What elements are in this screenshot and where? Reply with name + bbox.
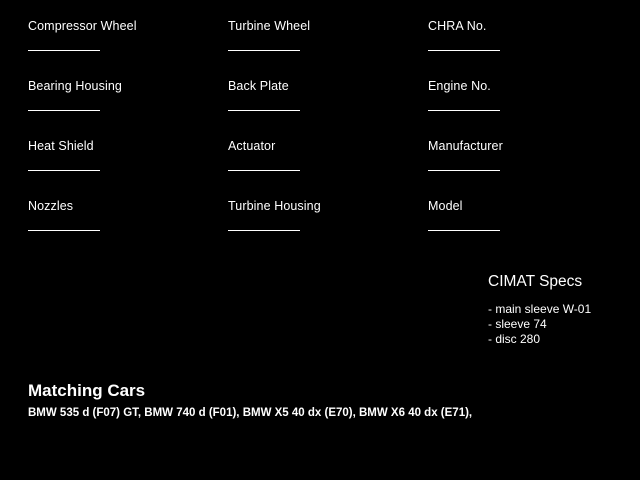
spec-field-bearing-housing (28, 79, 218, 111)
spec-field-model (428, 199, 618, 231)
spec-field-label: Engine No. (428, 79, 491, 93)
spec-field-engine-no (428, 79, 618, 111)
spec-field-label: Nozzles (28, 199, 74, 213)
spec-field-label: CHRA No. (428, 19, 487, 33)
spec-field-underline (228, 230, 300, 231)
matching-cars-title: Matching Cars (28, 381, 146, 400)
spec-field-heat-shield (28, 139, 218, 171)
spec-field-compressor-wheel (28, 19, 218, 51)
cimat-specs-list (488, 302, 638, 347)
spec-field-underline (28, 110, 100, 111)
spec-field-label: Bearing Housing (28, 79, 122, 93)
spec-field-underline (428, 110, 500, 111)
spec-field-manufacturer (428, 139, 618, 171)
spec-field-turbine-wheel (228, 19, 418, 51)
cimat-specs-item: - main sleeve W-01 (488, 302, 592, 316)
spec-field-label: Actuator (228, 139, 276, 153)
cimat-specs-item: - disc 280 (488, 332, 541, 346)
spec-field-label: Heat Shield (28, 139, 94, 153)
spec-field-actuator (228, 139, 418, 171)
matching-cars-block (28, 381, 628, 420)
cimat-specs-block (488, 272, 638, 347)
spec-field-underline (28, 230, 100, 231)
cimat-specs-item: - sleeve 74 (488, 317, 547, 331)
spec-field-underline (28, 170, 100, 171)
spec-field-back-plate (228, 79, 418, 111)
spec-field-label: Turbine Wheel (228, 19, 311, 33)
spec-field-nozzles (28, 199, 218, 231)
spec-field-label: Back Plate (228, 79, 289, 93)
spec-field-underline (428, 50, 500, 51)
spec-field-underline (228, 110, 300, 111)
cimat-specs-title: CIMAT Specs (488, 273, 583, 290)
spec-field-underline (228, 170, 300, 171)
spec-field-turbine-housing (228, 199, 418, 231)
spec-field-underline (428, 230, 500, 231)
spec-field-underline (428, 170, 500, 171)
spec-field-underline (228, 50, 300, 51)
spec-field-label: Model (428, 199, 463, 213)
spec-field-label: Compressor Wheel (28, 19, 137, 33)
matching-cars-list: BMW 535 d (F07) GT, BMW 740 d (F01), BMW X5 40 dx (E70), BMW X6 40 dx (E71), (28, 407, 473, 419)
spec-field-chra-no (428, 19, 618, 51)
spec-field-label: Manufacturer (428, 139, 503, 153)
spec-field-label: Turbine Housing (228, 199, 321, 213)
spec-field-underline (28, 50, 100, 51)
